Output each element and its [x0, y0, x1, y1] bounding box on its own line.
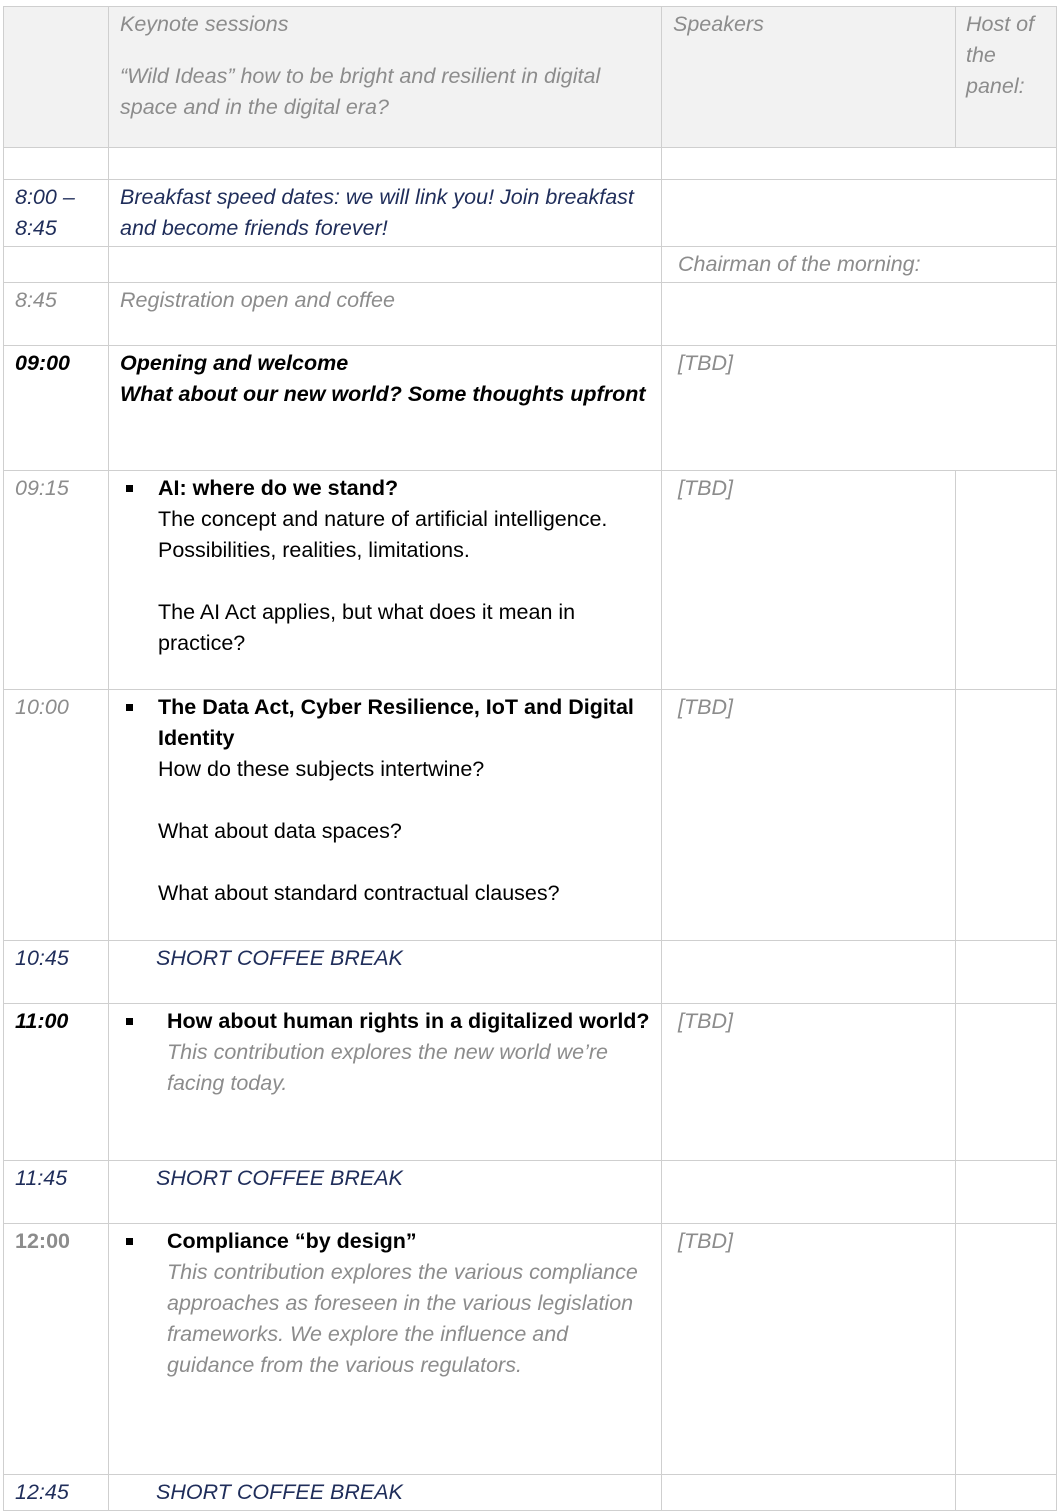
coffee-break-row-1 [4, 941, 1057, 1004]
human-rights-row [4, 1004, 1057, 1161]
event-subtitle: “Wild Ideas” how to be bright and resilient in digital space and in the digital era? [120, 64, 601, 119]
human-rights-speaker: [TBD] [662, 1004, 956, 1161]
data-act-paragraph-3: What about standard contractual clauses? [158, 881, 560, 905]
opening-cell [109, 346, 662, 471]
break3-text: SHORT COFFEE BREAK [109, 1475, 662, 1511]
ai-bullet [120, 473, 651, 659]
opening-speaker: [TBD] [662, 346, 1057, 471]
speakers-column-title: Speakers [673, 12, 764, 36]
spacer-row [4, 148, 1057, 180]
compliance-time: 12:00 [4, 1224, 109, 1475]
compliance-speaker: [TBD] [662, 1224, 956, 1475]
time-header-cell [4, 7, 109, 148]
speakers-header-cell [662, 7, 956, 148]
registration-text: Registration open and coffee [109, 283, 662, 346]
data-act-title: The Data Act, Cyber Resilience, IoT and Digital Identity [158, 695, 634, 750]
ai-row [4, 471, 1057, 690]
host-header-cell [956, 7, 1057, 148]
host-column-title: Host of the panel: [966, 12, 1035, 98]
session-column-title: Keynote sessions [120, 12, 289, 36]
compliance-title: Compliance “by design” [167, 1229, 417, 1253]
data-act-time: 10:00 [4, 690, 109, 941]
ai-title: AI: where do we stand? [158, 476, 399, 500]
human-rights-desc: This contribution explores the new world we’re facing today. [167, 1040, 608, 1095]
human-rights-title: How about human rights in a digitalized world? [167, 1009, 650, 1033]
break2-text: SHORT COFFEE BREAK [109, 1161, 662, 1224]
ai-paragraph-2: The AI Act applies, but what does it mean in practice? [158, 600, 576, 655]
data-act-row [4, 690, 1057, 941]
coffee-break-row-3 [4, 1475, 1057, 1511]
compliance-bullet [120, 1226, 651, 1381]
data-act-cell [109, 690, 662, 941]
bullet-square-icon [126, 485, 133, 492]
ai-paragraph-1: The concept and nature of artificial intelligence. Possibilities, realities, limitations. [158, 507, 608, 562]
opening-subtitle: What about our new world? Some thoughts upfront [120, 382, 646, 406]
ai-cell [109, 471, 662, 690]
human-rights-cell [109, 1004, 662, 1161]
chairman-label: Chairman of the morning: [662, 247, 1057, 283]
registration-row [4, 283, 1057, 346]
break1-text: SHORT COFFEE BREAK [109, 941, 662, 1004]
chairman-row [4, 247, 1057, 283]
ai-speaker: [TBD] [662, 471, 956, 690]
coffee-break-row-2 [4, 1161, 1057, 1224]
data-act-paragraph-1: How do these subjects intertwine? [158, 757, 485, 781]
compliance-desc: This contribution explores the various compliance approaches as foreseen in the various legislation frameworks. We explore the influence and guidance from the various regulators. [167, 1260, 638, 1377]
human-rights-bullet [120, 1006, 651, 1099]
break1-time: 10:45 [4, 941, 109, 1004]
human-rights-time: 11:00 [4, 1004, 109, 1161]
break3-time: 12:45 [4, 1475, 109, 1511]
agenda-table [3, 6, 1057, 1511]
bullet-square-icon [126, 1018, 133, 1025]
data-act-bullet [120, 692, 651, 909]
opening-title: Opening and welcome [120, 351, 349, 375]
registration-time: 8:45 [4, 283, 109, 346]
break2-time: 11:45 [4, 1161, 109, 1224]
session-header-cell [109, 7, 662, 148]
breakfast-row [4, 180, 1057, 247]
opening-row [4, 346, 1057, 471]
bullet-square-icon [126, 704, 133, 711]
header-row [4, 7, 1057, 148]
opening-time: 09:00 [4, 346, 109, 471]
data-act-paragraph-2: What about data spaces? [158, 819, 402, 843]
compliance-cell [109, 1224, 662, 1475]
data-act-speaker: [TBD] [662, 690, 956, 941]
breakfast-time: 8:00 – 8:45 [4, 180, 109, 247]
bullet-square-icon [126, 1238, 133, 1245]
ai-time: 09:15 [4, 471, 109, 690]
breakfast-text: Breakfast speed dates: we will link you! Join breakfast and become friends forever! [109, 180, 662, 247]
compliance-row [4, 1224, 1057, 1475]
